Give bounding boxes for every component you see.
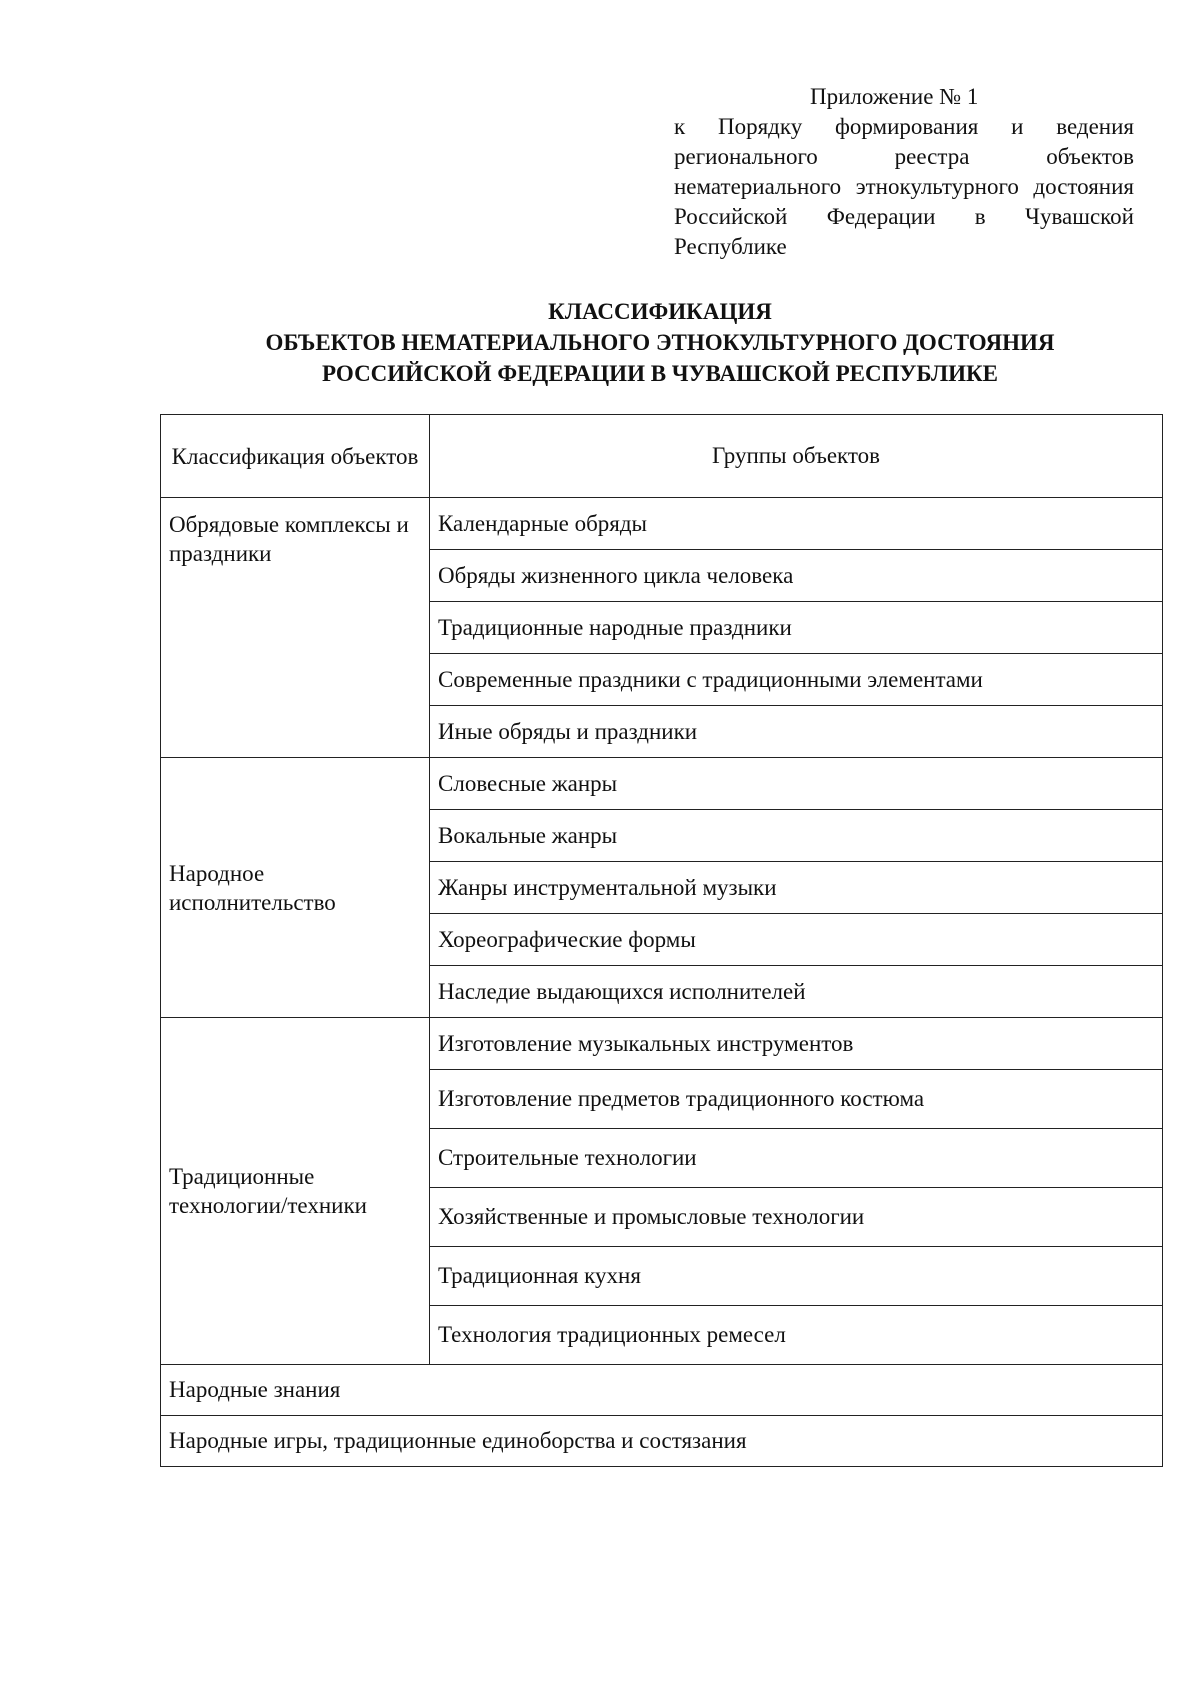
category-technologies: Традиционные технологии/техники xyxy=(161,1018,430,1365)
group-cell: Словесные жанры xyxy=(430,758,1163,810)
group-cell: Календарные обряды xyxy=(430,498,1163,550)
table-row xyxy=(161,1416,1163,1467)
group-cell: Вокальные жанры xyxy=(430,810,1163,862)
title-line-2: ОБЪЕКТОВ НЕМАТЕРИАЛЬНОГО ЭТНОКУЛЬТУРНОГО ДОСТОЯНИЯ xyxy=(265,330,1055,355)
group-cell: Хореографические формы xyxy=(430,914,1163,966)
category-performing: Народное исполнительство xyxy=(161,758,430,1018)
header-classification: Классификация объектов xyxy=(161,415,430,498)
appendix-block xyxy=(674,82,1134,262)
category-rituals: Обрядовые комплексы и праздники xyxy=(161,498,430,758)
group-cell: Современные праздники с традиционными элементами xyxy=(430,654,1163,706)
header-groups: Группы объектов xyxy=(430,415,1163,498)
table-row xyxy=(161,498,1163,550)
group-cell: Изготовление предметов традиционного костюма xyxy=(430,1070,1163,1129)
group-cell: Жанры инструментальной музыки xyxy=(430,862,1163,914)
table-header-row xyxy=(161,415,1163,498)
title-line-1: КЛАССИФИКАЦИЯ xyxy=(548,299,772,324)
group-cell: Хозяйственные и промысловые технологии xyxy=(430,1188,1163,1247)
title-line-3: РОССИЙСКОЙ ФЕДЕРАЦИИ В ЧУВАШСКОЙ РЕСПУБЛИКЕ xyxy=(321,361,999,386)
group-cell: Традиционные народные праздники xyxy=(430,602,1163,654)
group-cell: Строительные технологии xyxy=(430,1129,1163,1188)
group-cell: Технология традиционных ремесел xyxy=(430,1306,1163,1365)
group-cell: Наследие выдающихся исполнителей xyxy=(430,966,1163,1018)
classification-table xyxy=(160,414,1163,1467)
group-cell: Иные обряды и праздники xyxy=(430,706,1163,758)
table-row xyxy=(161,758,1163,810)
appendix-text: к Порядку формирования и ведения регионального реестра объектов нематериального этнокультурного достояния Российской Федерации в Чувашской Республике xyxy=(674,114,1134,259)
table-row xyxy=(161,1365,1163,1416)
document-title xyxy=(160,296,1160,389)
category-folk-knowledge: Народные знания xyxy=(161,1365,1163,1416)
table-row xyxy=(161,1018,1163,1070)
appendix-number: Приложение № 1 xyxy=(810,84,979,109)
group-cell: Традиционная кухня xyxy=(430,1247,1163,1306)
group-cell: Изготовление музыкальных инструментов xyxy=(430,1018,1163,1070)
category-folk-games: Народные игры, традиционные единоборства и состязания xyxy=(161,1416,1163,1467)
group-cell: Обряды жизненного цикла человека xyxy=(430,550,1163,602)
